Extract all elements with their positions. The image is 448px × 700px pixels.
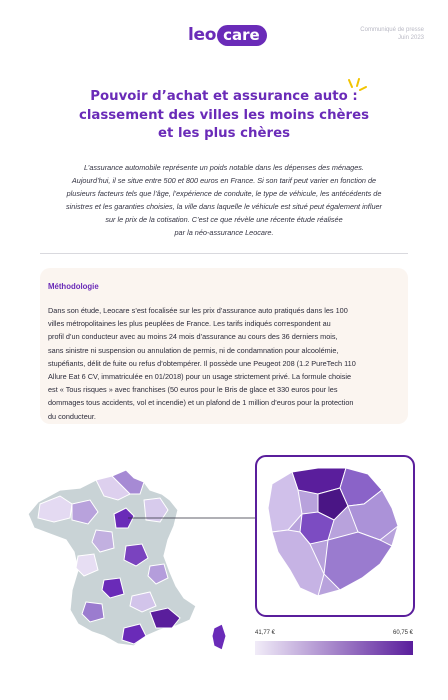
page-title: [0, 88, 448, 144]
logo-leo-text: leo: [188, 25, 217, 45]
methodology-line: stupéfiants, délit de fuite ou refus d’obtempérer. Il possède une Peugeot 208 (1.2 PureTech 110: [48, 358, 356, 368]
methodology-line: dommages tous accidents, vol et incendie) et un plafond de 1 million d’euros pour la protection: [48, 398, 354, 408]
legend-min-label: 41,77 €: [255, 630, 276, 636]
france-map: [28, 470, 226, 650]
intro-line: L’assurance automobile représente un poids notable dans les dépenses des ménages.: [84, 163, 364, 172]
methodology-line: est « Tous risques » avec franchises (50 euros pour le Bris de glace et 330 euros pour les: [48, 385, 338, 395]
intro-line: par la néo-assurance Leocare.: [174, 228, 274, 238]
legend-max-label: 60,75 €: [393, 630, 414, 636]
intro-paragraph: [54, 161, 394, 240]
methodology-box: [40, 268, 408, 424]
color-scale-bar: [255, 641, 413, 655]
leocare-logo: [188, 24, 267, 46]
methodology-text: [48, 304, 404, 423]
methodology-line: Dans son étude, Leocare s’est focalisée sur les prix d’assurance auto pratiqués dans les 100: [48, 306, 348, 315]
title-line: et les plus chères: [157, 126, 291, 141]
intro-line: sur le prix de la cotisation. C’est ce que révèle une récente étude réalisée: [105, 215, 343, 225]
press-date: Juin 2023: [397, 35, 424, 41]
intro-line: plusieurs facteurs tels que l’âge, l’expérience de conduite, le type de véhicule, les antécédents de: [66, 189, 382, 199]
title-line: classement des villes les moins chères: [78, 107, 370, 123]
methodology-line: sans sinistre ni suspension ou annulation de permis, ni de condamnation pour alcoolémie,: [48, 345, 339, 355]
methodology-line: profil d’un conducteur avec au moins 24 mois d’assurance au cours des 36 derniers mois,: [48, 332, 338, 342]
intro-line: Aujourd’hui, il se situe entre 500 et 800 euros en France. Si son tarif peut varier en fonction de: [71, 176, 377, 186]
intro-line: sinistres et les garanties choisies, la ville dans laquelle le véhicule est situé peut également influer: [66, 202, 382, 212]
divider: [40, 253, 408, 254]
press-release-label: [360, 26, 424, 42]
methodology-line: Allure Eat 6 CV, immatriculée en 01/2018) pour un usage strictement privé. La formule choisie: [48, 372, 352, 382]
methodology-line: villes métropolitaines les plus peuplées de France. Les tarifs indiqués correspondent au: [48, 319, 331, 329]
press-label: Communiqué de presse: [360, 27, 424, 33]
methodology-title: Méthodologie: [48, 282, 99, 291]
methodology-line: du conducteur.: [48, 411, 96, 421]
logo-care-text: care: [217, 25, 267, 46]
title-line: Pouvoir d’achat et assurance auto :: [90, 89, 358, 104]
